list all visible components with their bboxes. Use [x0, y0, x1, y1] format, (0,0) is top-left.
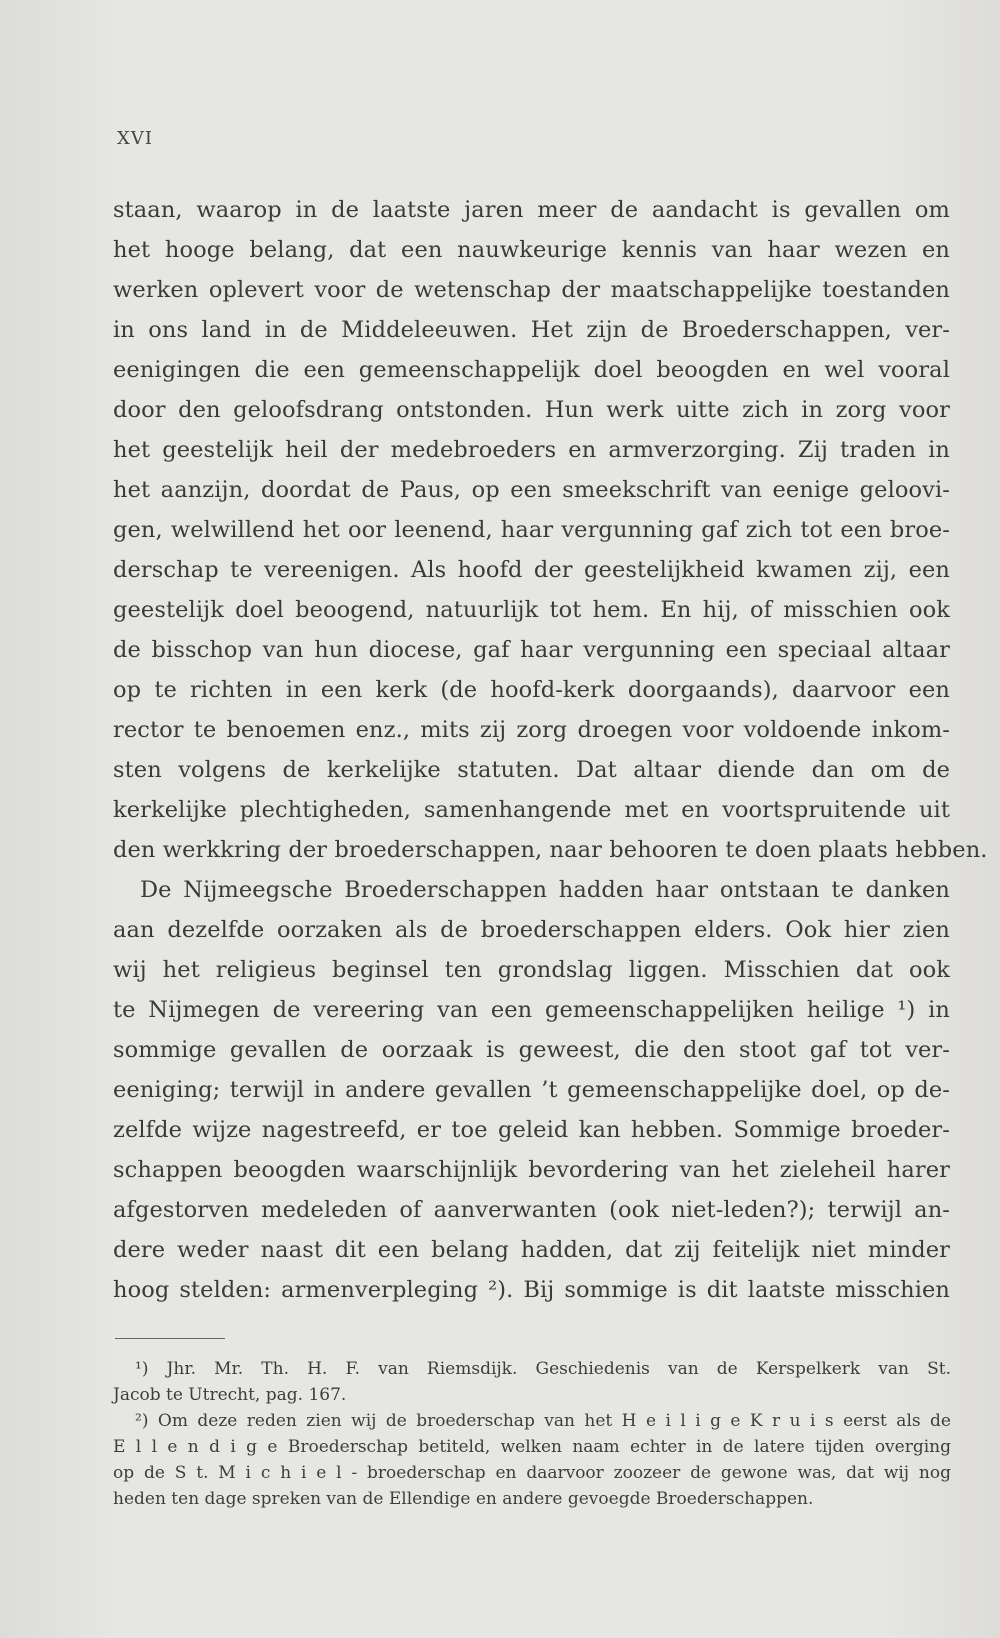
- page-number: XVI: [117, 128, 153, 149]
- footnote-line: heden ten dage spreken van de Ellendige en andere gevoegde Broederschappen.: [113, 1489, 814, 1509]
- text-line: sommige gevallen de oorzaak is geweest, die den stoot gaf tot ver-: [113, 1037, 950, 1063]
- footnote-line: ²) Om deze reden zien wij de broederschap van het H e i l i g e K r u i s eerst als de: [135, 1411, 951, 1431]
- text-line: door den geloofsdrang ontstonden. Hun werk uitte zich in zorg voor: [113, 397, 950, 423]
- text-line: het geestelijk heil der medebroeders en armverzorging. Zij traden in: [113, 437, 950, 463]
- text-line: eeniging; terwijl in andere gevallen ’t gemeenschappelijke doel, op de-: [113, 1077, 950, 1103]
- text-line: te Nijmegen de vereering van een gemeenschappelijken heilige ¹) in: [113, 997, 950, 1023]
- footnote-line: E l l e n d i g e Broederschap betiteld, welken naam echter in de latere tijden overging: [113, 1437, 951, 1457]
- text-line: dere weder naast dit een belang hadden, dat zij feitelijk niet minder: [113, 1237, 950, 1263]
- text-line: kerkelijke plechtigheden, samenhangende met en voortspruitende uit: [113, 797, 950, 823]
- footnote-line: ¹) Jhr. Mr. Th. H. F. van Riemsdijk. Geschiedenis van de Kerspelkerk van St.: [135, 1359, 951, 1379]
- footnotes: [113, 1356, 951, 1512]
- text-line: de bisschop van hun diocese, gaf haar vergunning een speciaal altaar: [113, 637, 950, 663]
- text-line: werken oplevert voor de wetenschap der maatschappelijke toestanden: [113, 277, 950, 303]
- text-line: derschap te vereenigen. Als hoofd der geestelijkheid kwamen zij, een: [113, 557, 950, 583]
- text-line: het aanzijn, doordat de Paus, op een smeekschrift van eenige geloovi-: [113, 477, 950, 503]
- text-line: afgestorven medeleden of aanverwanten (ook niet-leden?); terwijl an-: [113, 1197, 950, 1223]
- text-line: zelfde wijze nagestreefd, er toe geleid kan hebben. Sommige broeder-: [113, 1117, 950, 1143]
- text-line: rector te benoemen enz., mits zij zorg droegen voor voldoende inkom-: [113, 717, 950, 743]
- text-line: den werkkring der broederschappen, naar behooren te doen plaats hebben.: [113, 837, 988, 863]
- text-line: sten volgens de kerkelijke statuten. Dat altaar diende dan om de: [113, 757, 950, 783]
- text-line: op te richten in een kerk (de hoofd-kerk doorgaands), daarvoor een: [113, 677, 950, 703]
- text-line: aan dezelfde oorzaken als de broederschappen elders. Ook hier zien: [113, 917, 950, 943]
- text-line: schappen beoogden waarschijnlijk bevordering van het zieleheil harer: [113, 1157, 950, 1183]
- text-line: gen, welwillend het oor leenend, haar vergunning gaf zich tot een broe-: [113, 517, 950, 543]
- body-text: [113, 190, 988, 1310]
- footnote-line: Jacob te Utrecht, pag. 167.: [113, 1385, 347, 1405]
- footnote-divider: [115, 1338, 225, 1339]
- text-line: staan, waarop in de laatste jaren meer de aandacht is gevallen om: [113, 197, 950, 223]
- text-line: in ons land in de Middeleeuwen. Het zijn de Broederschappen, ver-: [113, 317, 950, 343]
- text-line: wij het religieus beginsel ten grondslag liggen. Misschien dat ook: [113, 957, 950, 983]
- text-line: geestelijk doel beoogend, natuurlijk tot hem. En hij, of misschien ook: [113, 597, 950, 623]
- footnote-line: op de S t. M i c h i e l - broederschap en daarvoor zoozeer de gewone was, dat wij nog: [113, 1463, 951, 1483]
- text-line: hoog stelden: armenverpleging ²). Bij sommige is dit laatste misschien: [113, 1277, 950, 1303]
- text-line: het hooge belang, dat een nauwkeurige kennis van haar wezen en: [113, 237, 950, 263]
- text-line: eenigingen die een gemeenschappelijk doel beoogden en wel vooral: [113, 357, 950, 383]
- text-line: De Nijmeegsche Broederschappen hadden haar ontstaan te danken: [140, 877, 950, 903]
